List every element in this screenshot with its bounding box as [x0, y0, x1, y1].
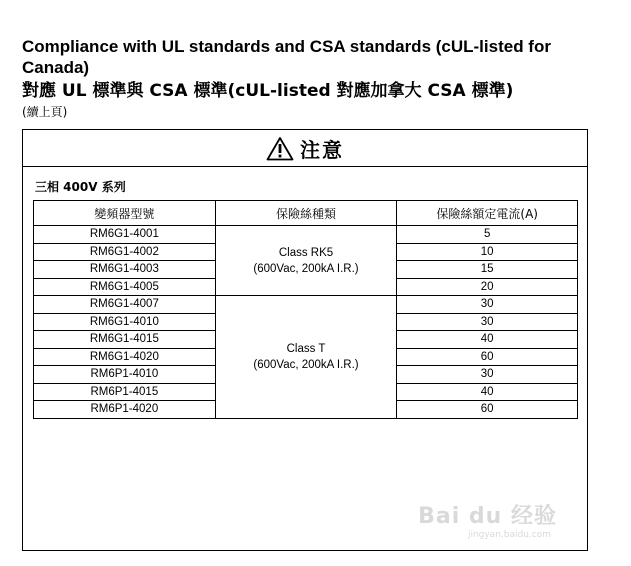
fuse-spec-table	[33, 200, 578, 419]
continued-note: (續上頁)	[22, 105, 68, 119]
fuse-type-cell	[215, 296, 397, 419]
title-english: Compliance with UL standards and CSA standards (cUL-listed for Canada)	[22, 37, 551, 77]
model-cell: RM6G1-4002	[34, 243, 216, 261]
model-cell: RM6G1-4003	[34, 261, 216, 279]
header-model: 變頻器型號	[34, 201, 216, 226]
model-cell: RM6P1-4020	[34, 401, 216, 419]
fuse-type-rating: (600Vac, 200kA I.R.)	[253, 358, 359, 371]
current-cell: 60	[397, 401, 578, 419]
current-cell: 30	[397, 296, 578, 314]
fuse-type-rating: (600Vac, 200kA I.R.)	[253, 262, 359, 275]
current-cell: 30	[397, 313, 578, 331]
fuse-type-name: Class RK5	[278, 246, 334, 259]
model-cell: RM6G1-4010	[34, 313, 216, 331]
table-header-row	[34, 201, 578, 226]
current-cell: 40	[397, 331, 578, 349]
model-cell: RM6G1-4020	[34, 348, 216, 366]
caution-label: 注意	[300, 137, 344, 162]
section-label: 三相 400V 系列	[35, 180, 126, 194]
baidu-watermark: Bai du 经验	[418, 504, 557, 529]
model-cell: RM6G1-4007	[34, 296, 216, 314]
current-cell: 20	[397, 278, 578, 296]
current-cell: 10	[397, 243, 578, 261]
fuse-type-name: Class T	[286, 342, 326, 355]
current-cell: 15	[397, 261, 578, 279]
model-cell: RM6G1-4005	[34, 278, 216, 296]
warning-triangle-icon	[266, 136, 294, 161]
current-cell: 40	[397, 383, 578, 401]
header-fuse-type: 保險絲種類	[215, 201, 397, 226]
model-cell: RM6G1-4015	[34, 331, 216, 349]
title-chinese: 對應 UL 標準與 CSA 標準(cUL-listed 對應加拿大 CSA 標準)	[22, 81, 514, 101]
caution-header	[23, 130, 587, 167]
table-row	[34, 296, 578, 314]
current-cell: 30	[397, 366, 578, 384]
model-cell: RM6P1-4015	[34, 383, 216, 401]
model-cell: RM6P1-4010	[34, 366, 216, 384]
current-cell: 5	[397, 226, 578, 244]
baidu-watermark-url: jingyan.baidu.com	[467, 530, 551, 540]
fuse-type-cell	[215, 226, 397, 296]
table-row	[34, 226, 578, 244]
current-cell: 60	[397, 348, 578, 366]
header-fuse-current: 保險絲額定電流(A)	[397, 201, 578, 226]
model-cell: RM6G1-4001	[34, 226, 216, 244]
caution-frame	[22, 129, 588, 551]
